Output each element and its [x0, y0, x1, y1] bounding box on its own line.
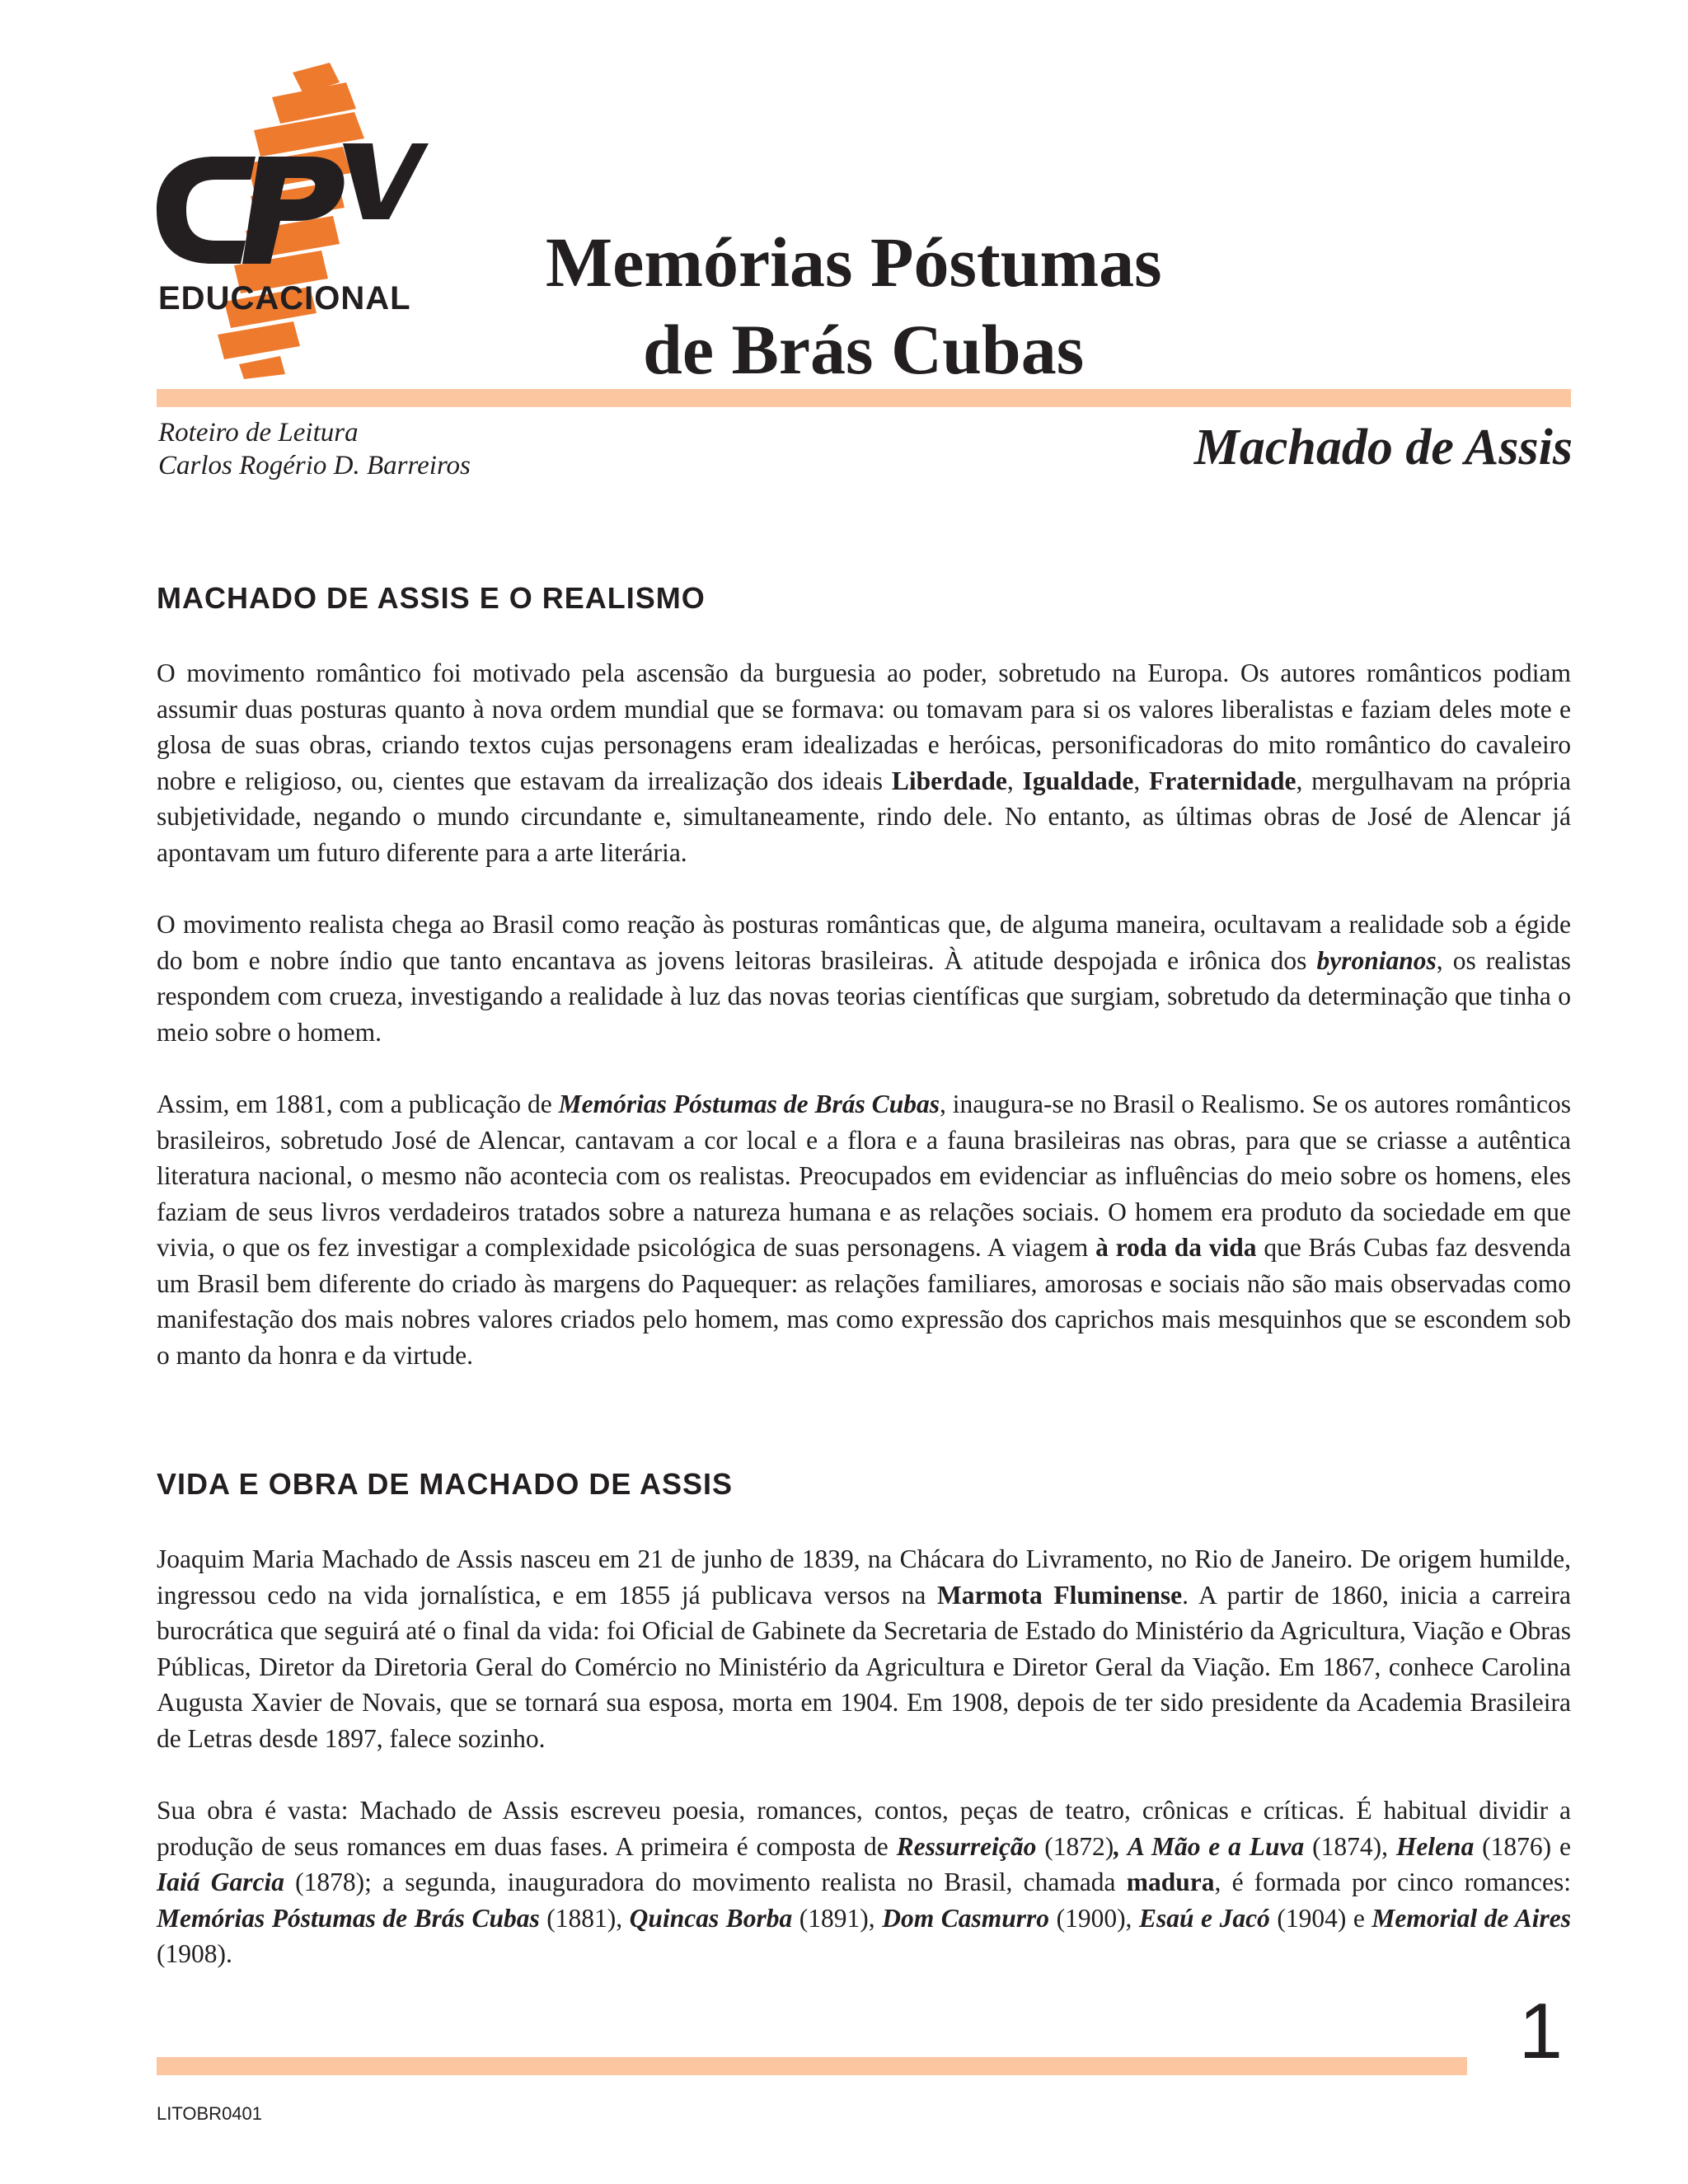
section-realism	[157, 581, 1571, 1409]
footer-divider	[157, 2057, 1467, 2075]
title-line-1: Memórias Póstumas	[546, 223, 1162, 302]
guide-author: Carlos Rogério D. Barreiros	[158, 451, 471, 480]
cpv-logo	[148, 58, 429, 379]
header-divider	[157, 389, 1571, 407]
paragraph: Assim, em 1881, com a publicação de Memórias Póstumas de Brás Cubas, inaugura-se no Brasil o Realismo. Se os autores românticos brasileiros, sobretudo José de Alencar, cantavam a cor local e a flora e a fauna brasileiras nas obras, para que se criasse a autêntica literatura nacional, o mesmo não acontecia com os realistas. Preocupados em evidenciar as influências do meio sobre os homens, eles faziam de seus livros verdadeiros tratados sobre a natureza humana e as relações sociais. O homem era produto da sociedade em que vivia, o que os fez investigar a complexidade psicológica de suas personagens. A viagem à roda da vida que Brás Cubas faz desvenda um Brasil bem diferente do criado às margens do Paquequer: as relações familiares, amorosas e sociais não são mais observadas como manifestação dos mais nobres valores criados pelo homem, mas como expressão dos caprichos mais mesquinhos que se escondem sob o manto da honra e da virtude.	[157, 1090, 1571, 1370]
document-code: LITOBR0401	[157, 2103, 263, 2124]
paragraph: Sua obra é vasta: Machado de Assis escreveu poesia, romances, contos, peças de teatro, crônicas e críticas. É habitual dividir a produção de seus romances em duas fases. A primeira é composta de Ressurreição (1872), A Mão e a Luva (1874), Helena (1876) e Iaiá Garcia (1878); a segunda, inauguradora do movimento realista no Brasil, chamada madura, é formada por cinco romances: Memórias Póstumas de Brás Cubas (1881), Quincas Borba (1891), Dom Casmurro (1900), Esaú e Jacó (1904) e Memorial de Aires (1908).	[157, 1796, 1572, 1968]
paragraph: O movimento realista chega ao Brasil como reação às posturas românticas que, de alguma maneira, ocultavam a realidade sob a égide do bom e nobre índio que tanto encantava as jovens leitoras brasileiras. À atitude despojada e irônica dos byronianos, os realistas respondem com crueza, investigando a realidade à luz das novas teorias científicas que surgiam, sobretudo da determinação que tinha o meio sobre o homem.	[157, 910, 1572, 1047]
document-title	[495, 218, 1236, 393]
logo-subtitle: EDUCACIONAL	[158, 280, 411, 316]
paragraph: O movimento romântico foi motivado pela ascensão da burguesia ao poder, sobretudo na Europa. Os autores românticos podiam assumir duas posturas quanto à nova ordem mundial que se formava: ou tomavam para si os valores liberalistas e faziam deles mote e glosa de suas obras, criando textos cujas personagens eram idealizadas e heróicas, personificadoras do mito romântico do cavaleiro nobre e religioso, ou, cientes que estavam da irrealização dos ideais Liberdade, Igualdade, Fraternidade, mergulhavam na própria subjetividade, negando o mundo circundante e, simultaneamente, rindo dele. No entanto, as últimas obras de José de Alencar já apontavam um futuro diferente para a arte literária.	[157, 658, 1571, 867]
section-heading: MACHADO DE ASSIS E O REALISMO	[157, 581, 706, 615]
reading-guide-credit	[158, 416, 471, 482]
section-life-and-work	[157, 1467, 1571, 2008]
book-author: Machado de Assis	[1193, 419, 1573, 476]
guide-label: Roteiro de Leitura	[158, 418, 359, 448]
cpv-logo-mark-icon	[148, 58, 429, 379]
section-heading: VIDA E OBRA DE MACHADO DE ASSIS	[157, 1467, 734, 1501]
paragraph: Joaquim Maria Machado de Assis nasceu em 21 de junho de 1839, na Chácara do Livramento, no Rio de Janeiro. De origem humilde, ingressou cedo na vida jornalística, e em 1855 já publicava versos na Marmota Fluminense. A partir de 1860, inicia a carreira burocrática que seguirá até o final da vida: foi Oficial de Gabinete da Secretaria de Estado do Ministério da Agricultura, Viação e Obras Públicas, Diretor da Diretoria Geral do Comércio no Ministério da Agricultura e Diretor Geral da Viação. Em 1867, conhece Carolina Augusta Xavier de Novais, que se tornará sua esposa, morta em 1904. Em 1908, depois de ter sido presidente da Academia Brasileira de Letras desde 1897, falece sozinho.	[157, 1544, 1571, 1753]
title-line-2: de Brás Cubas	[643, 310, 1085, 389]
page-number: 1	[1518, 1987, 1563, 2075]
